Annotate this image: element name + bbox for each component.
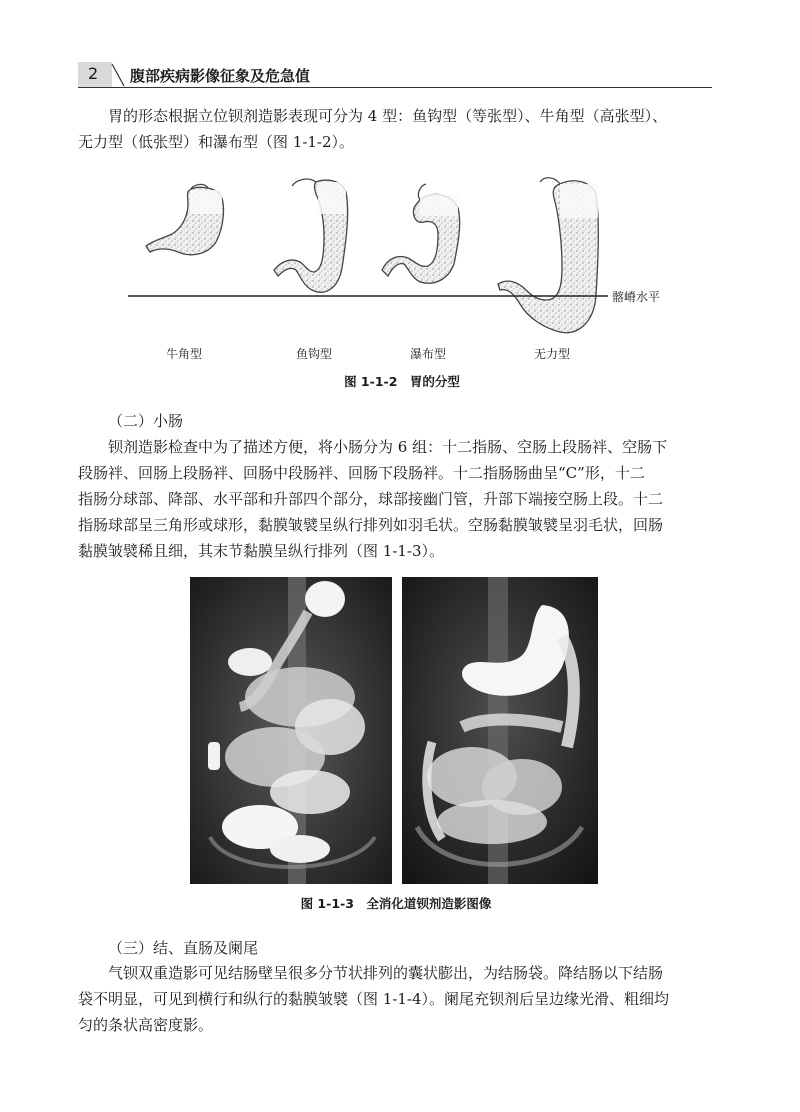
text-line: 无力型（低张型）和瀑布型（图 1-1-2）。 — [78, 133, 355, 151]
stomach-cascade-shape — [382, 184, 460, 283]
text-line: 段肠袢、回肠上段肠袢、回肠中段肠袢、回肠下段肠袢。十二指肠肠曲呈“C”形，十二 — [78, 464, 645, 482]
stomach-type-label: 无力型 — [534, 347, 571, 361]
stomach-type-label: 牛角型 — [166, 347, 203, 361]
stomach-atonic-shape — [498, 178, 598, 333]
barium-xray-right — [402, 577, 598, 884]
stomach-types-diagram — [120, 172, 680, 362]
page-number: 2 — [88, 64, 99, 83]
colon-paragraph — [78, 960, 710, 1038]
text-line: 钡剂造影检查中为了描述方便，将小肠分为 6 组：十二指肠、空肠上段肠袢、空肠下 — [108, 438, 668, 456]
stomach-type-label: 瀑布型 — [410, 347, 447, 361]
text-line: 黏膜皱襞稀且细，其末节黏膜呈纵行排列（图 1-1-3）。 — [78, 542, 445, 560]
text-line: 指肠球部呈三角形或球形，黏膜皱襞呈纵行排列如羽毛状。空肠黏膜皱襞呈羽毛状，回肠 — [78, 516, 664, 534]
iliac-crest-label: 髂嵴水平 — [612, 290, 661, 304]
text-line: 胃的形态根据立位钡剂造影表现可分为 4 型：鱼钩型（等张型）、牛角型（高张型）、 — [108, 107, 668, 125]
stomach-fishhook-shape — [274, 179, 348, 292]
section-heading: （三）结、直肠及阑尾 — [108, 939, 259, 957]
barium-xray-left — [190, 577, 392, 884]
small-intestine-paragraph — [78, 434, 710, 564]
figure-caption: 图 1-1-2 胃的分型 — [344, 374, 460, 389]
stomach-type-label: 鱼钩型 — [296, 347, 333, 361]
running-header — [78, 62, 712, 88]
stomach-steerhorn-shape — [146, 184, 223, 254]
intro-paragraph — [78, 103, 710, 155]
text-line: 匀的条状高密度影。 — [78, 1016, 214, 1034]
running-title: 腹部疾病影像征象及危急值 — [130, 67, 311, 85]
figure-caption: 图 1-1-3 全消化道钡剂造影图像 — [300, 896, 492, 911]
text-line: 气钡双重造影可见结肠壁呈很多分节状排列的囊状膨出，为结肠袋。降结肠以下结肠 — [108, 964, 664, 982]
text-line: 袋不明显，可见到横行和纵行的黏膜皱襞（图 1-1-4）。阑尾充钡剂后呈边缘光滑、粗细均 — [78, 990, 670, 1008]
section-heading: （二）小肠 — [108, 412, 184, 430]
text-line: 指肠分球部、降部、水平部和升部四个部分，球部接幽门管，升部下端接空肠上段。十二 — [78, 490, 664, 508]
